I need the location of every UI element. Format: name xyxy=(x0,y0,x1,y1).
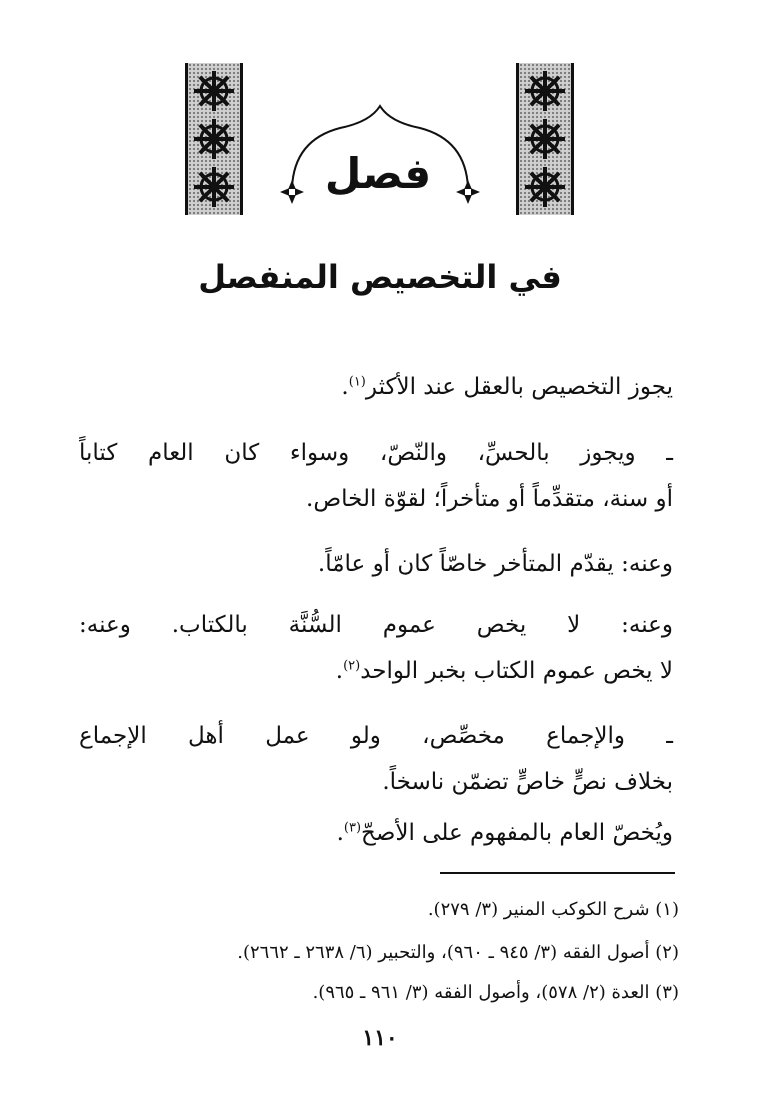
footnote-ref[interactable]: (٢) xyxy=(343,658,361,674)
floral-ornament-icon xyxy=(519,63,571,215)
paragraph-end: . xyxy=(335,658,344,684)
paragraph-text: لا يخص عموم الكتاب بخبر الواحد xyxy=(360,658,673,684)
section-title: في التخصيص المنفصل xyxy=(198,258,562,296)
paragraph-3 xyxy=(113,541,673,587)
paragraph-end: . xyxy=(336,820,344,846)
footnote-1: (١) شرح الكوكب المنير (٣/ ٢٧٩). xyxy=(427,899,679,920)
floral-ornament-icon xyxy=(188,63,240,215)
paragraph-text: ويُخصّ العام بالمفهوم على الأصحّ xyxy=(361,820,673,846)
footnote-ref[interactable]: (٣) xyxy=(343,820,362,836)
paragraph-6 xyxy=(113,810,673,856)
diamond-ornament-icon xyxy=(280,180,304,204)
footnote-3: (٣) العدة (٢/ ٥٧٨)، وأصول الفقه (٣/ ٩٦١ ـ ٩٦٥). xyxy=(312,982,679,1003)
paragraph-text: يجوز التخصيص بالعقل عند الأكثر xyxy=(365,374,673,400)
paragraph-end: . xyxy=(341,374,349,400)
paragraph-2 xyxy=(79,430,673,522)
chapter-heading: فصل xyxy=(324,149,432,198)
left-ornament-panel xyxy=(185,63,243,215)
right-ornament-panel xyxy=(516,63,574,215)
footnote-ref[interactable]: (١) xyxy=(348,374,366,390)
page-number: ١١٠ xyxy=(362,1025,398,1051)
footnote-divider xyxy=(440,872,675,874)
paragraph-line: أو سنة، متقدِّماً أو متأخراً؛ لقوّة الخاص. xyxy=(306,486,673,512)
paragraph-line: ـ والإجماع مخصِّص، ولو عمل أهل الإجماع xyxy=(79,723,673,749)
footnote-2: (٢) أصول الفقه (٣/ ٩٤٥ ـ ٩٦٠)، والتحبير (٦/ ٢٦٣٨ ـ ٢٦٦٢). xyxy=(237,942,679,963)
paragraph-5 xyxy=(79,713,673,805)
paragraph-4 xyxy=(79,602,673,694)
paragraph-line: بخلاف نصٍّ خاصٍّ تضمّن ناسخاً. xyxy=(382,769,673,795)
paragraph-1 xyxy=(113,364,673,410)
diamond-ornament-icon xyxy=(456,180,480,204)
paragraph-line: ـ ويجوز بالحسِّ، والنّصّ، وسواء كان العام كتاباً xyxy=(79,440,673,466)
paragraph-line: وعنه: يقدّم المتأخر خاصّاً كان أو عامّاً. xyxy=(317,551,673,577)
paragraph-line: وعنه: لا يخص عموم السُّنَّة بالكتاب. وعنه: xyxy=(79,612,673,638)
